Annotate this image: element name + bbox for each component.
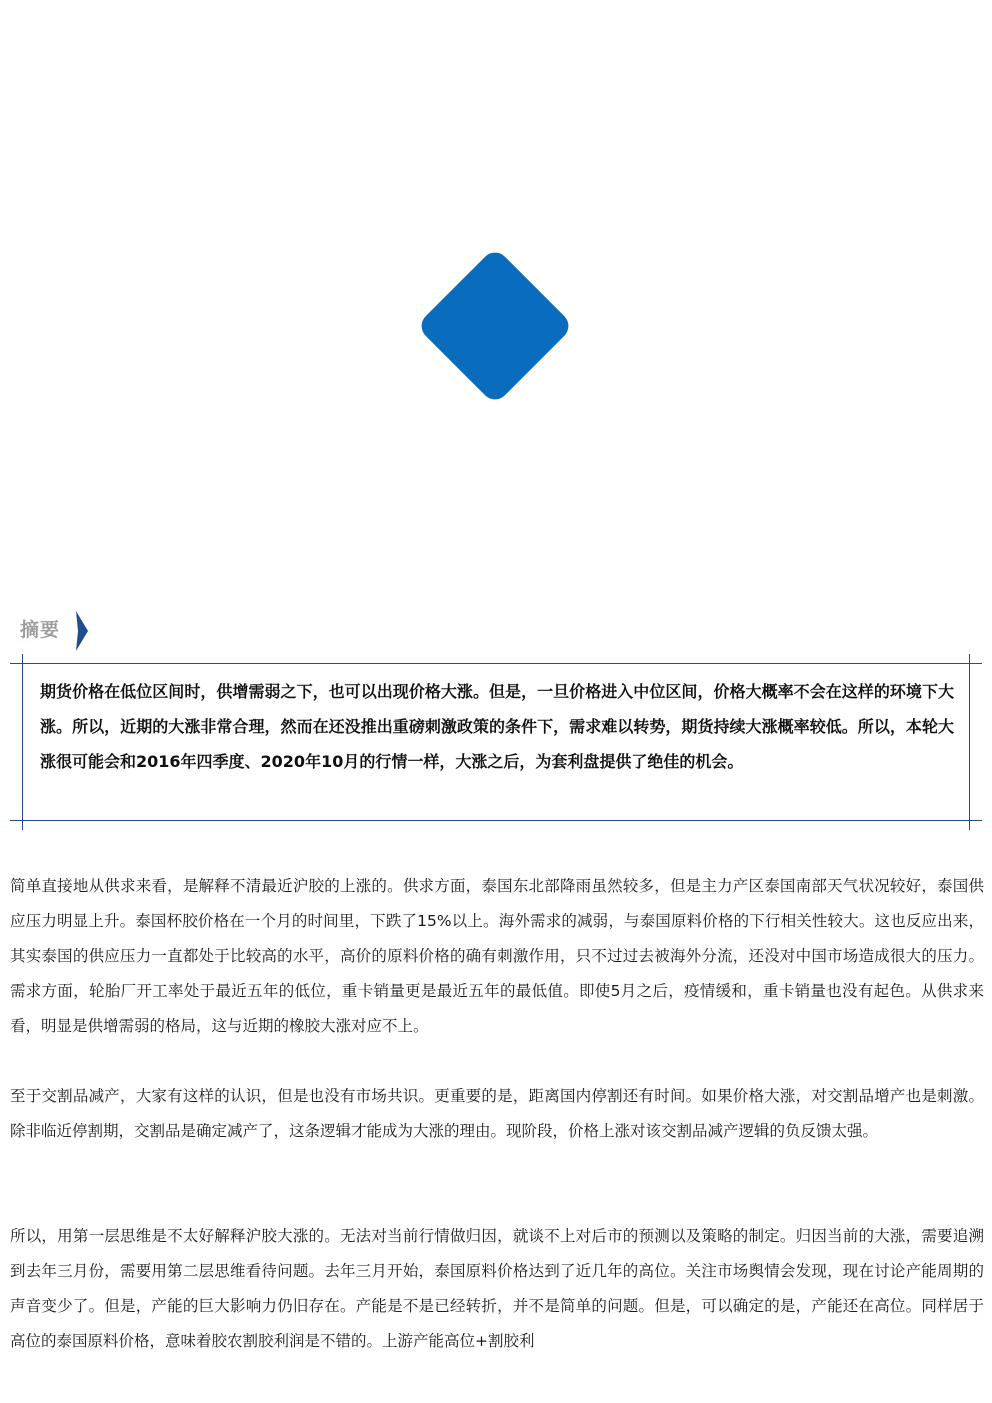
summary-box-top-border bbox=[10, 663, 982, 664]
summary-box-right-border bbox=[969, 654, 970, 830]
body-paragraph-3: 所以，用第一层思维是不太好解释沪胶大涨的。无法对当前行情做归因，就谈不上对后市的预测以及策略的制定。归因当前的大涨，需要追溯到去年三月份，需要用第二层思维看待问题。去年三月开始，泰国原料价格达到了近几年的高位。关注市场舆情会发现，现在讨论产能周期的声音变少了。但是，产能的巨大影响力仍旧存在。产能是不是已经转折，并不是简单的问题。但是，可以确定的是，产能还在高位。同样居于高位的泰国原料价格，意味着胶农割胶利润是不错的。上游产能高位+割胶利 bbox=[10, 1227, 984, 1350]
body-paragraph-1: 简单直接地从供求来看，是解释不清最近沪胶的上涨的。供求方面，泰国东北部降雨虽然较多，但是主力产区泰国南部天气状况较好，泰国供应压力明显上升。泰国杯胶价格在一个月的时间里，下跌了15%以上。海外需求的减弱，与泰国原料价格的下行相关性较大。这也反应出来，其实泰国的供应压力一直都处于比较高的水平，高价的原料价格的确有刺激作用，只不过过去被海外分流，还没对中国市场造成很大的压力。需求方面，轮胎厂开工率处于最近五年的低位，重卡销量更是最近五年的最低值。即使5月之后，疫情缓和，重卡销量也没有起色。从供求来看，明显是供增需弱的格局，这与近期的橡胶大涨对应不上。 bbox=[10, 877, 984, 1035]
summary-text: 期货价格在低位区间时，供增需弱之下，也可以出现价格大涨。但是，一旦价格进入中位区间，价格大概率不会在这样的环境下大涨。所以，近期的大涨非常合理，然而在还没推出重磅刺激政策的条件下，需求难以转势，期货持续大涨概率较低。所以，本轮大涨很可能会和2016年四季度、2020年10月的行情一样，大涨之后，为套利盘提供了绝佳的机会。 bbox=[40, 682, 954, 771]
summary-title: 摘要 bbox=[20, 619, 61, 641]
summary-box-bottom-border bbox=[10, 820, 982, 821]
chevron-right-icon bbox=[76, 611, 88, 651]
body-paragraph-2: 至于交割品减产，大家有这样的认识，但是也没有市场共识。更重要的是，距离国内停割还有时间。如果价格大涨，对交割品增产也是刺激。除非临近停割期，交割品是确定减产了，这条逻辑才能成为大涨的理由。现阶段，价格上涨对该交割品减产逻辑的负反馈太强。 bbox=[10, 1087, 984, 1140]
summary-box-left-border bbox=[22, 654, 23, 830]
logo-diamond bbox=[416, 247, 574, 405]
